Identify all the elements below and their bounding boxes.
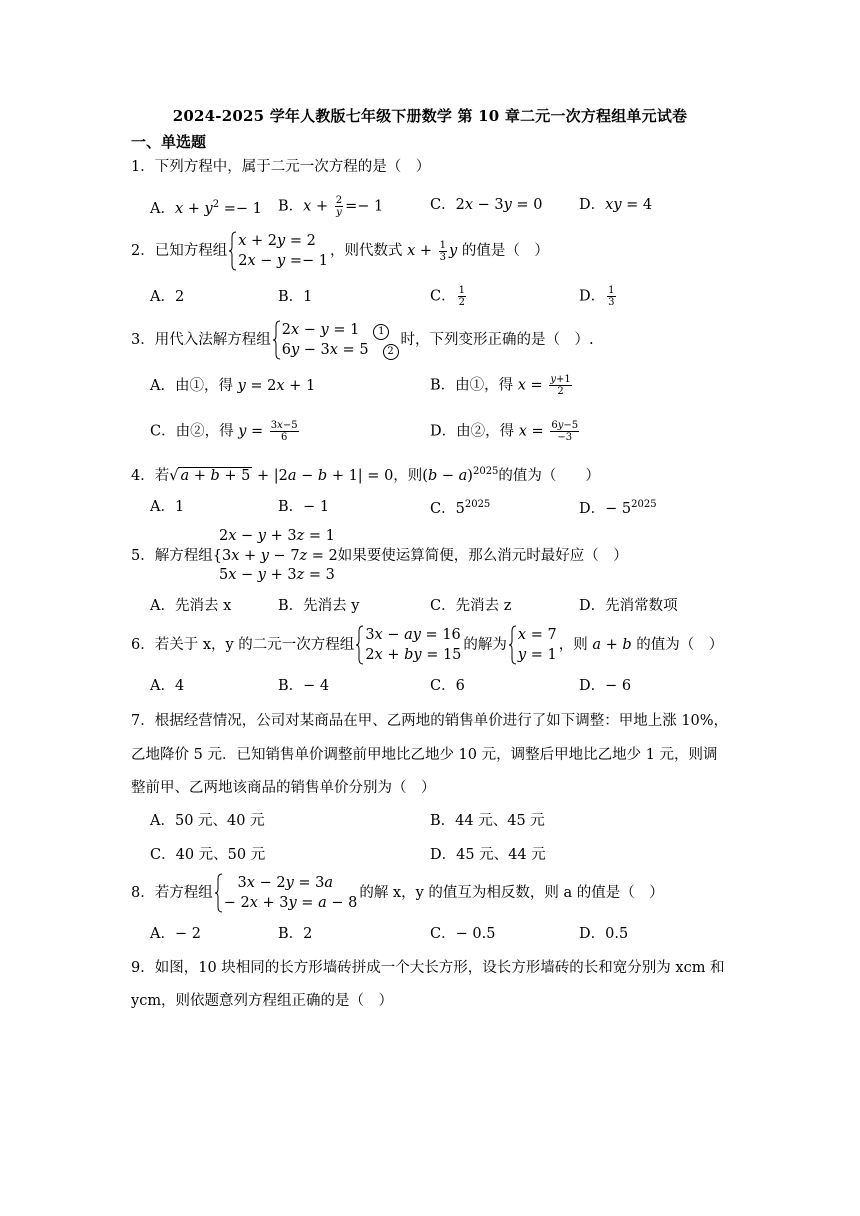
q6-option-b[interactable]: B．− 4 [278, 678, 330, 694]
q4-option-c[interactable]: C．$5^{2025}$ [430, 499, 491, 517]
equation-system: x + 2y = 2 2x − y =− 1 [229, 231, 328, 271]
q8-option-c[interactable]: C．− 0.5 [430, 926, 496, 942]
q1-option-c[interactable]: C．2x − 3y = 0 [430, 197, 543, 213]
solution-system: x = 7 y = 1 [509, 625, 557, 665]
q8-option-a[interactable]: A．− 2 [150, 926, 201, 942]
q2-option-b[interactable]: B．1 [278, 289, 313, 305]
q5-option-d[interactable]: D．先消常数项 [579, 598, 678, 614]
question-3-stem: 3．用代入法解方程组 2x − y = 1 1 6y − 3x = 5 2 时，下列变形正确的是（ ）. [131, 322, 594, 358]
q2-option-d[interactable]: D． $\frac{1}{3}$ [579, 285, 615, 308]
question-7-line-3: 整前甲、乙两地该商品的销售单价分别为（ ） [131, 780, 436, 796]
section-heading: 一、单选题 [131, 133, 207, 151]
question-5-stem: 5．解方程组{3x + y − 7z = 2如果要使运算简便，那么消元时最好应（ ） [131, 548, 628, 564]
q8-option-d[interactable]: D．0.5 [579, 926, 629, 942]
question-7-line-2: 乙地降价 5 元．已知销售单价调整前甲地比乙地少 10 元，调整后甲地比乙地少 1 元，则调 [131, 747, 718, 763]
q6-option-a[interactable]: A．4 [150, 678, 185, 694]
q7-option-c[interactable]: C．40 元、50 元 [150, 847, 266, 863]
question-4-stem: 4．若√ a + b + 5 + |2a − b + 1| = 0，则$(b - a)^{2025}$的值为（ ） [131, 466, 600, 484]
question-7-line-1: 7．根据经营情况，公司对某商品在甲、乙两地的销售单价进行了如下调整：甲地上涨 10%， [131, 713, 729, 729]
question-6-stem: 6．若关于 x，y 的二元一次方程组 3x − ay = 16 2x + by = 15 的解为 x = 7 y = 1 ，则 a + b 的值为（ ） [131, 627, 724, 663]
q5-option-c[interactable]: C．先消去 z [430, 598, 512, 614]
q4-option-b[interactable]: B．− 1 [278, 499, 330, 515]
q4-option-a[interactable]: A．1 [150, 499, 185, 515]
q2-option-a[interactable]: A．2 [150, 289, 185, 305]
equation-system: 3x − ay = 16 2x + by = 15 [356, 625, 461, 665]
q1-option-d[interactable]: D．xy = 4 [579, 197, 653, 213]
q6-option-d[interactable]: D．− 6 [579, 678, 632, 694]
q2-option-c[interactable]: C． $\frac{1}{2}$ [430, 285, 465, 308]
q5-eq-3: 5x − y + 3z = 3 [219, 567, 335, 583]
q8-option-b[interactable]: B．2 [278, 926, 313, 942]
q5-option-a[interactable]: A．先消去 x [150, 598, 232, 614]
equation-system: 3x − 2y = 3a − 2x + 3y = a − 8 [215, 873, 358, 913]
exam-title: 2024-2025 学年人教版七年级下册数学 第 10 章二元一次方程组单元试卷 [172, 107, 688, 125]
q7-option-a[interactable]: A．50 元、40 元 [150, 813, 265, 829]
q3-option-c[interactable]: C．由②，得 y = $\frac{3x-5}{6}$ [150, 420, 298, 443]
q5-option-b[interactable]: B．先消去 y [278, 598, 360, 614]
question-8-stem: 8．若方程组 3x − 2y = 3a − 2x + 3y = a − 8 的解 x，y 的值互为相反数，则 a 的值是（ ） [131, 875, 664, 911]
q7-option-d[interactable]: D．45 元、44 元 [430, 847, 546, 863]
q1-option-a[interactable]: A．$x + y^2 =- 1$ [150, 199, 262, 217]
q1-option-b[interactable]: B．x + $\frac{2}{y}$ =− 1 [278, 195, 384, 218]
question-9-line-1: 9．如图，10 块相同的长方形墙砖拼成一个大长方形，设长方形墙砖的长和宽分别为 xcm 和 [131, 960, 725, 976]
q5-eq-1: 2x − y + 3z = 1 [219, 528, 335, 544]
q4-option-d[interactable]: D．− $5^{2025}$ [579, 499, 657, 517]
equation-system: 2x − y = 1 1 6y − 3x = 5 2 [273, 320, 399, 360]
question-9-line-2: ycm，则依题意列方程组正确的是（ ） [131, 993, 394, 1009]
q6-option-c[interactable]: C．6 [430, 678, 465, 694]
question-1-stem: 1．下列方程中，属于二元一次方程的是（ ） [131, 159, 431, 175]
question-2-stem: 2．已知方程组 x + 2y = 2 2x − y =− 1 ，则代数式 x + $\frac{1}{3}$ y 的值是（ ） [131, 233, 549, 269]
q3-option-b[interactable]: B．由①，得 x = $\frac{y+1}{2}$ [430, 374, 571, 397]
q3-option-d[interactable]: D．由②，得 x = $\frac{6y-5}{-3}$ [430, 420, 579, 443]
q3-option-a[interactable]: A．由①，得 y = 2x + 1 [150, 378, 316, 394]
q7-option-b[interactable]: B．44 元、45 元 [430, 813, 545, 829]
